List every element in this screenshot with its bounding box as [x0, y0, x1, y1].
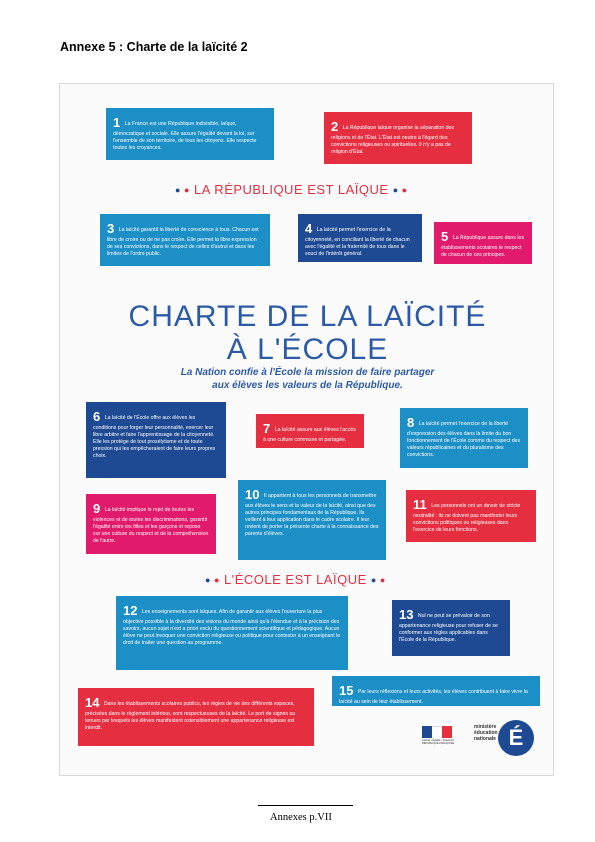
- article-number: 12: [123, 603, 138, 618]
- article-number: 7: [263, 421, 271, 436]
- article-13: [392, 600, 510, 656]
- laicite-charter-poster: [59, 83, 554, 776]
- article-2: [324, 112, 472, 164]
- article-text: Par leurs réflexions et leurs activités, les élèves contribuent à faire vivre la laïcité au sein de leur établissement.: [339, 689, 528, 706]
- footer-rule: [258, 805, 353, 806]
- article-number: 15: [339, 683, 354, 698]
- article-number: 2: [331, 119, 339, 134]
- article-5: [434, 222, 532, 264]
- article-14: [78, 688, 314, 746]
- article-text: La laïcité implique le rejet de toutes les violences et de toutes les discriminations, garantit l'égalité entre les filles et les garçons et repose sur une culture du respect et de la compréhension de l'autre.: [93, 507, 209, 544]
- subtitle-line: aux élèves les valeurs de la République.: [212, 379, 403, 391]
- section-title: L'ÉCOLE EST LAÏQUE: [224, 572, 367, 587]
- article-number: 1: [113, 115, 121, 130]
- article-6: [86, 402, 226, 478]
- ministry-name: [474, 724, 498, 742]
- charter-title-line2: À L'ÉCOLE: [226, 333, 389, 366]
- article-number: 11: [413, 497, 427, 512]
- article-11: [406, 490, 536, 542]
- article-10: [238, 480, 386, 560]
- article-number: 4: [305, 221, 313, 236]
- article-text: La République laïque organise la séparation des religions et de l'État. L'État est neutre à l'égard des convictions religieuses ou spirituelles. Il n'y a pas de religion d'État.: [331, 125, 455, 155]
- logo-caption: Liberté • Égalité • Fraternité RÉPUBLIQUE FRANÇAISE: [421, 739, 455, 745]
- article-7: [256, 414, 364, 448]
- article-1: [106, 108, 274, 160]
- article-text: Dans les établissements scolaires publics, les règles de vie des différents espaces, précisées dans le règlement intérieur, sont respectueuses de la laïcité. Le port de signes ou tenues par lesquels les élèves manifestent ostensiblement une appartenance religieuse est interdit.: [85, 701, 296, 731]
- article-4: [298, 214, 422, 262]
- section-republique: ● ● LA RÉPUBLIQUE EST LAÏQUE ● ●: [175, 182, 408, 197]
- article-text: Il appartient à tous les personnels de transmettre aux élèves le sens et la valeur de la laïcité, ainsi que des autres principes fondamentaux de la République. Ils veillent à leur application dans le cadre scolaire. Il leur revient de porter la présente charte à la connaissance des parents d'élèves.: [245, 493, 379, 537]
- article-text: La laïcité permet l'exercice de la citoyenneté, en conciliant la liberté de chacun avec l'égalité et la fraternité de tous dans le souci de l'intérêt général.: [305, 227, 410, 257]
- article-text: La laïcité permet l'exercice de la liberté d'expression des élèves dans la limite du bon fonctionnement de l'École comme du respect des valeurs républicaines et du pluralisme des convictions.: [407, 421, 521, 458]
- annex-heading: Annexe 5 : Charte de la laïcité 2: [60, 40, 248, 54]
- article-number: 8: [407, 415, 415, 430]
- article-number: 13: [399, 607, 414, 622]
- article-9: [86, 494, 216, 554]
- article-number: 10: [245, 487, 260, 502]
- article-number: 6: [93, 409, 101, 424]
- article-number: 14: [85, 695, 100, 710]
- article-text: La laïcité assure aux élèves l'accès à une culture commune et partagée.: [263, 427, 356, 444]
- article-number: 5: [441, 229, 449, 244]
- ministry-line: éducation: [474, 730, 498, 736]
- article-15: [332, 676, 540, 706]
- section-title: LA RÉPUBLIQUE EST LAÏQUE: [194, 182, 389, 197]
- republique-francaise-logo: [421, 726, 455, 746]
- article-8: [400, 408, 528, 468]
- page-footer: Annexes p.VII: [270, 812, 332, 823]
- section-ecole: ● ● L'ÉCOLE EST LAÏQUE ● ●: [205, 572, 386, 587]
- ministry-line: nationale: [474, 736, 496, 742]
- article-text: La République assure dans les établissements scolaires le respect de chacun de ces principes.: [441, 235, 524, 259]
- charter-title: CHARTE DE LA LAÏCITÉ: [128, 300, 487, 333]
- article-number: 9: [93, 501, 101, 516]
- education-nationale-logo: É: [498, 720, 534, 756]
- article-3: [100, 214, 270, 266]
- article-text: Les enseignements sont laïques. Afin de garantir aux élèves l'ouverture la plus objective possible à la diversité des visions du monde ainsi qu'à l'étendue et à la précision des savoirs, aucun sujet n'est a priori exclu du questionnement scientifique et pédagogique. Aucun élève ne peut invoquer une conviction religieuse ou politique pour contester à un enseignant le droit de traiter une question au programme.: [123, 609, 341, 646]
- subtitle-line: La Nation confie à l'École la mission de faire partager: [180, 367, 435, 378]
- article-text: Nul ne peut se prévaloir de son appartenance religieuse pour refuser de se conformer aux règles applicables dans l'École de la République.: [399, 613, 498, 643]
- article-text: La laïcité de l'École offre aux élèves les conditions pour forger leur personnalité, exercer leur libre arbitre et faire l'apprentissage de la citoyenneté. Elle les protège de tout prosélytisme et de toute pression qui les empêcheraient de faire leurs propres choix.: [93, 415, 216, 459]
- article-text: Les personnels ont un devoir de stricte neutralité : ils ne doivent pas manifester leurs convictions politiques ou religieuses dans l'exercice de leurs fonctions.: [413, 503, 521, 533]
- ministry-line: ministère: [474, 724, 497, 730]
- article-12: [116, 596, 348, 670]
- charter-subtitle: [60, 367, 555, 392]
- article-text: La France est une République indivisible, laïque, démocratique et sociale. Elle assure l'égalité devant la loi, sur l'ensemble de son territoire, de tous les citoyens. Elle respecte toutes les croyances.: [113, 121, 257, 151]
- article-text: La laïcité garantit la liberté de conscience à tous. Chacun est libre de croire ou de ne pas croire. Elle permet la libre expression de ses convictions, dans le respect de celles d'autrui et dans les limites de l'ordre public.: [107, 227, 259, 257]
- article-number: 3: [107, 221, 115, 236]
